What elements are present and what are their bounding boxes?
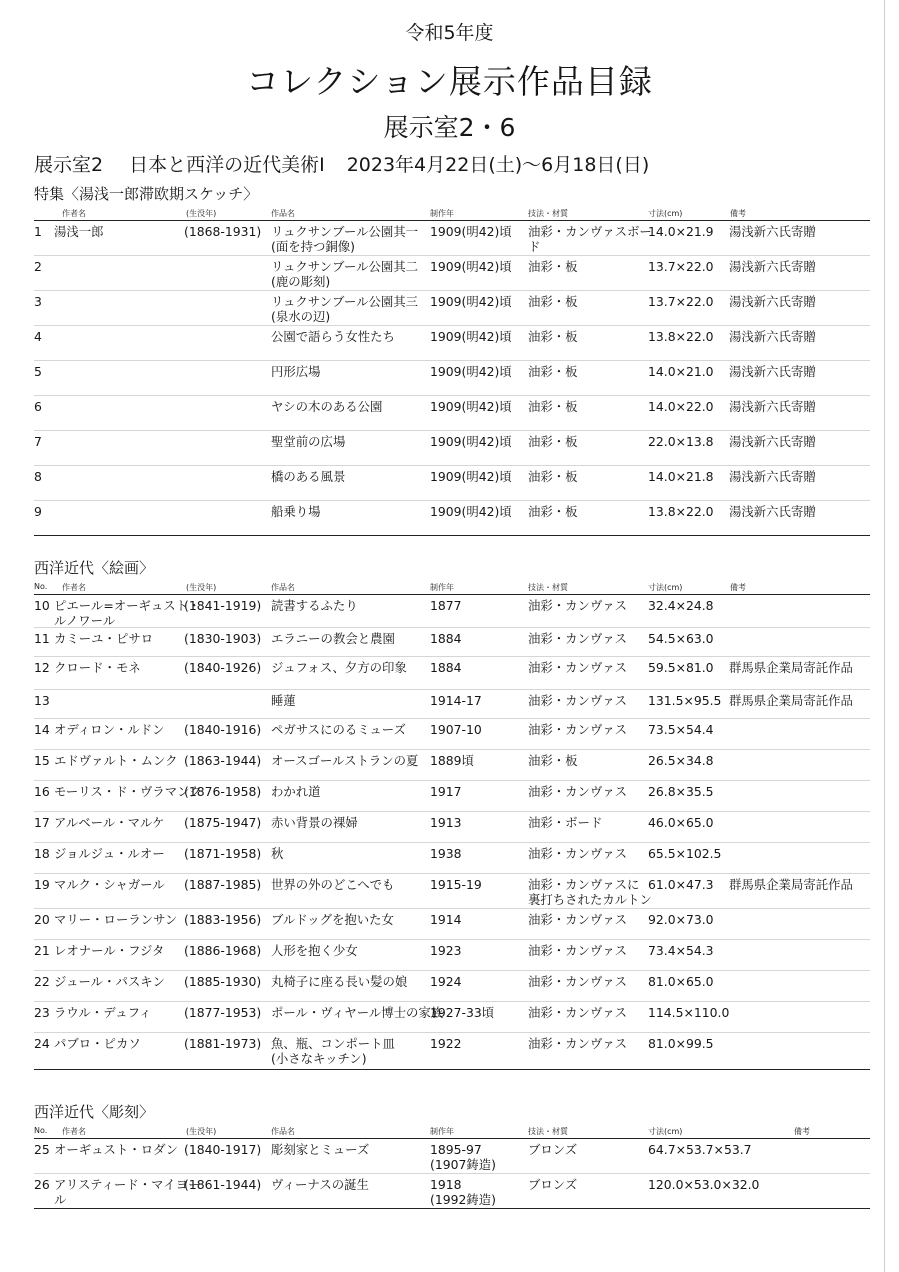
artist-lifespan: (1877-1953): [184, 1005, 262, 1020]
artwork-title: 人形を抱く少女: [271, 943, 358, 958]
artist-name: 湯浅一郎: [54, 224, 104, 239]
dimensions: 13.7×22.0: [648, 294, 714, 309]
artist-name: カミーユ・ピサロ: [54, 631, 154, 646]
production-year: 1927-33頃: [430, 1005, 495, 1020]
technique-material: 油彩・カンヴァス: [528, 1005, 628, 1020]
dimensions: 54.5×63.0: [648, 631, 714, 646]
column-header-row: [34, 1124, 870, 1138]
artist-lifespan: (1840-1916): [184, 722, 262, 737]
artist-name: クロード・モネ: [54, 660, 141, 675]
dimensions: 14.0×21.0: [648, 364, 714, 379]
technique-material: 油彩・カンヴァス: [528, 598, 628, 613]
production-year: 1914: [430, 912, 462, 927]
artwork-title: リュクサンブール公園其一 (面を持つ銅像): [271, 224, 419, 254]
artwork-title: ジュフォス、夕方の印象: [271, 660, 407, 675]
artist-name: ピエール=オーギュスト・ ルノワール: [54, 598, 201, 628]
artist-lifespan: (1887-1985): [184, 877, 262, 892]
production-year: 1913: [430, 815, 462, 830]
artist-name: ジョルジュ・ルオー: [54, 846, 165, 861]
production-year: 1884: [430, 631, 462, 646]
column-header-row: [34, 206, 870, 220]
table-row: [34, 940, 870, 971]
artist-lifespan: (1863-1944): [184, 753, 262, 768]
artwork-title: 読書するふたり: [271, 598, 358, 613]
table-row: [34, 657, 870, 690]
dimensions: 64.7×53.7×53.7: [648, 1142, 752, 1157]
artwork-title: ブルドッグを抱いた女: [271, 912, 394, 927]
row-number: 1: [34, 224, 42, 239]
section-title: 西洋近代〈彫刻〉: [34, 1103, 155, 1121]
notes: 湯浅新六氏寄贈: [729, 294, 816, 309]
technique-material: 油彩・板: [528, 294, 578, 309]
technique-material: 油彩・カンヴァス: [528, 974, 628, 989]
technique-material: 油彩・カンヴァスボード: [528, 224, 652, 254]
production-year: 1924: [430, 974, 462, 989]
artwork-title: リュクサンブール公園其二 (鹿の彫刻): [271, 259, 419, 289]
technique-material: ブロンズ: [528, 1177, 578, 1192]
row-number: 15: [34, 753, 50, 768]
artist-lifespan: (1840-1917): [184, 1142, 262, 1157]
column-header-row: [34, 580, 870, 594]
row-number: 16: [34, 784, 50, 799]
table-row: [34, 690, 870, 719]
artist-name: パブロ・ピカソ: [54, 1036, 141, 1051]
section-western-painting: [34, 556, 870, 1070]
notes: 湯浅新六氏寄贈: [729, 224, 816, 239]
artwork-title: 聖堂前の広場: [271, 434, 346, 449]
technique-material: 油彩・板: [528, 434, 578, 449]
artist-name: マルク・シャガール: [54, 877, 165, 892]
col-size: 寸法(cm): [648, 1127, 683, 1136]
artist-name: ジュール・パスキン: [54, 974, 165, 989]
artist-lifespan: (1883-1956): [184, 912, 262, 927]
table-row: [34, 326, 870, 361]
table-row: [34, 719, 870, 750]
production-year: 1909(明42)頃: [430, 224, 512, 239]
technique-material: 油彩・板: [528, 364, 578, 379]
col-no: No.: [34, 1126, 48, 1135]
room-dates: 2023年4月22日(土)～6月18日(日): [346, 154, 650, 176]
artist-name: ラウル・デュフィ: [54, 1005, 152, 1020]
dimensions: 131.5×95.5: [648, 693, 722, 708]
artwork-title: 世界の外のどこへでも: [271, 877, 395, 892]
rooms-title: 展示室2・6: [383, 113, 516, 142]
row-number: 24: [34, 1036, 50, 1051]
notes: 群馬県企業局寄託作品: [729, 877, 853, 892]
production-year: 1909(明42)頃: [430, 504, 512, 519]
technique-material: 油彩・ボード: [528, 815, 603, 830]
technique-material: 油彩・カンヴァス: [528, 693, 628, 708]
table-row: [34, 781, 870, 812]
production-year: 1909(明42)頃: [430, 399, 512, 414]
table-row: [34, 1033, 870, 1070]
section-yuasa-sketches: [34, 182, 870, 536]
technique-material: 油彩・カンヴァス: [528, 912, 628, 927]
production-year: 1889頃: [430, 753, 474, 768]
production-year: 1909(明42)頃: [430, 329, 512, 344]
col-technique: 技法・材質: [528, 583, 568, 592]
production-year: 1922: [430, 1036, 462, 1051]
table-row: [34, 396, 870, 431]
production-year: 1884: [430, 660, 462, 675]
row-number: 26: [34, 1177, 50, 1192]
dimensions: 65.5×102.5: [648, 846, 722, 861]
notes: 群馬県企業局寄託作品: [729, 693, 853, 708]
technique-material: 油彩・カンヴァス: [528, 846, 628, 861]
col-artist: 作者名: [62, 209, 86, 218]
artwork-title: 秋: [271, 846, 284, 861]
row-number: 10: [34, 598, 50, 613]
col-date: 制作年: [430, 209, 454, 218]
artwork-title: オースゴールストランの夏: [271, 753, 419, 768]
artwork-title: ペガサスにのるミューズ: [271, 722, 406, 737]
col-size: 寸法(cm): [648, 583, 683, 592]
col-artist: 作者名: [62, 583, 86, 592]
row-number: 22: [34, 974, 50, 989]
technique-material: 油彩・カンヴァス: [528, 722, 628, 737]
row-number: 14: [34, 722, 50, 737]
dimensions: 13.7×22.0: [648, 259, 714, 274]
table-row: [34, 750, 870, 781]
dimensions: 114.5×110.0: [648, 1005, 730, 1020]
production-year: 1909(明42)頃: [430, 259, 512, 274]
artist-lifespan: (1886-1968): [184, 943, 262, 958]
table-row: [34, 221, 870, 256]
artwork-title: 公園で語らう女性たち: [271, 329, 395, 344]
production-year: 1907-10: [430, 722, 482, 737]
dimensions: 14.0×21.8: [648, 469, 714, 484]
table-row: [34, 1139, 870, 1174]
artist-lifespan: (1830-1903): [184, 631, 262, 646]
col-no: No.: [34, 582, 48, 591]
dimensions: 13.8×22.0: [648, 329, 714, 344]
artist-lifespan: (1875-1947): [184, 815, 262, 830]
table-body: [34, 595, 870, 1070]
technique-material: 油彩・板: [528, 259, 578, 274]
dimensions: 14.0×21.9: [648, 224, 714, 239]
artist-lifespan: (1885-1930): [184, 974, 262, 989]
table-row: [34, 843, 870, 874]
row-number: 9: [34, 504, 42, 519]
table-row: [34, 628, 870, 657]
table-row: [34, 291, 870, 326]
artist-lifespan: (1861-1944): [184, 1177, 262, 1192]
row-number: 12: [34, 660, 50, 675]
table-row: [34, 812, 870, 843]
row-number: 18: [34, 846, 50, 861]
artist-name: エドヴァルト・ムンク: [54, 753, 178, 768]
dimensions: 46.0×65.0: [648, 815, 714, 830]
col-title: 作品名: [271, 1127, 295, 1136]
production-year: 1923: [430, 943, 462, 958]
dimensions: 81.0×65.0: [648, 974, 714, 989]
section-title: 特集〈湯浅一郎滞欧期スケッチ〉: [34, 185, 259, 203]
artwork-title: 彫刻家とミューズ: [271, 1142, 370, 1157]
table-row: [34, 874, 870, 909]
row-number: 4: [34, 329, 42, 344]
artwork-title: わかれ道: [271, 784, 321, 799]
table-row: [34, 256, 870, 291]
col-title: 作品名: [271, 583, 295, 592]
dimensions: 13.8×22.0: [648, 504, 714, 519]
dimensions: 73.5×54.4: [648, 722, 714, 737]
row-number: 2: [34, 259, 42, 274]
dimensions: 59.5×81.0: [648, 660, 714, 675]
table-body: [34, 1139, 870, 1209]
artwork-title: 睡蓮: [271, 693, 296, 708]
production-year: 1895-97 (1907鋳造): [430, 1142, 496, 1172]
row-number: 17: [34, 815, 50, 830]
row-number: 21: [34, 943, 50, 958]
room-theme: 日本と西洋の近代美術Ⅰ: [129, 154, 325, 176]
artist-name: マリー・ローランサン: [54, 912, 178, 927]
col-title: 作品名: [271, 209, 295, 218]
room-label: 展示室2: [34, 154, 104, 176]
notes: 湯浅新六氏寄贈: [729, 259, 816, 274]
artwork-title: ヤシの木のある公園: [271, 399, 383, 414]
technique-material: 油彩・板: [528, 329, 578, 344]
artwork-title: エラニーの教会と農園: [271, 631, 395, 646]
artist-name: レオナール・フジタ: [54, 943, 165, 958]
production-year: 1938: [430, 846, 462, 861]
technique-material: 油彩・カンヴァス: [528, 660, 628, 675]
dimensions: 22.0×13.8: [648, 434, 714, 449]
col-date: 制作年: [430, 1127, 454, 1136]
dimensions: 32.4×24.8: [648, 598, 714, 613]
notes: 湯浅新六氏寄贈: [729, 399, 816, 414]
technique-material: 油彩・カンヴァス: [528, 943, 628, 958]
production-year: 1914-17: [430, 693, 482, 708]
table-row: [34, 501, 870, 536]
row-number: 6: [34, 399, 42, 414]
artist-name: モーリス・ド・ヴラマンク: [54, 784, 202, 799]
col-date: 制作年: [430, 583, 454, 592]
table-row: [34, 1002, 870, 1033]
artwork-title: 魚、瓶、コンポート皿 (小さなキッチン): [271, 1036, 395, 1066]
dimensions: 120.0×53.0×32.0: [648, 1177, 760, 1192]
dimensions: 61.0×47.3: [648, 877, 714, 892]
col-size: 寸法(cm): [648, 209, 683, 218]
table-row: [34, 909, 870, 940]
artist-name: オディロン・ルドン: [54, 722, 165, 737]
col-life: (生没年): [186, 209, 217, 218]
col-life: (生没年): [186, 583, 217, 592]
production-year: 1877: [430, 598, 462, 613]
col-technique: 技法・材質: [528, 1127, 568, 1136]
row-number: 20: [34, 912, 50, 927]
notes: 群馬県企業局寄託作品: [729, 660, 853, 675]
dimensions: 73.4×54.3: [648, 943, 714, 958]
row-number: 25: [34, 1142, 50, 1157]
room-heading: [34, 150, 884, 177]
artwork-title: 船乗り場: [271, 504, 321, 519]
artwork-title: 丸椅子に座る長い髪の娘: [271, 974, 408, 989]
artwork-title: ポール・ヴィヤール博士の家族: [271, 1005, 444, 1020]
col-life: (生没年): [186, 1127, 217, 1136]
artist-lifespan: (1868-1931): [184, 224, 262, 239]
artist-lifespan: (1881-1973): [184, 1036, 262, 1051]
row-number: 7: [34, 434, 42, 449]
technique-material: 油彩・カンヴァスに 裏打ちされたカルトン: [528, 877, 652, 907]
section-title: 西洋近代〈絵画〉: [34, 559, 155, 577]
artwork-title: ヴィーナスの誕生: [271, 1177, 369, 1192]
production-year: 1915-19: [430, 877, 482, 892]
dimensions: 81.0×99.5: [648, 1036, 714, 1051]
notes: 湯浅新六氏寄贈: [729, 329, 816, 344]
row-number: 11: [34, 631, 50, 646]
technique-material: 油彩・カンヴァス: [528, 1036, 628, 1051]
artist-name: アルベール・マルケ: [54, 815, 165, 830]
technique-material: 油彩・板: [528, 504, 578, 519]
dimensions: 26.5×34.8: [648, 753, 714, 768]
col-artist: 作者名: [62, 1127, 86, 1136]
artwork-title: 円形広場: [271, 364, 321, 379]
table-row: [34, 1174, 870, 1209]
col-notes: 備考: [730, 583, 746, 592]
table-row: [34, 431, 870, 466]
row-number: 3: [34, 294, 42, 309]
row-number: 23: [34, 1005, 50, 1020]
notes: 湯浅新六氏寄贈: [729, 504, 816, 519]
production-year: 1917: [430, 784, 462, 799]
row-number: 19: [34, 877, 50, 892]
artist-name: アリスティード・マイヨー ル: [54, 1177, 201, 1207]
artwork-title: リュクサンブール公園其三 (泉水の辺): [271, 294, 419, 324]
section-western-sculpture: [34, 1100, 870, 1209]
technique-material: 油彩・板: [528, 399, 578, 414]
technique-material: 油彩・板: [528, 469, 578, 484]
table-body: [34, 221, 870, 536]
col-notes: 備考: [794, 1127, 810, 1136]
production-year: 1918 (1992鋳造): [430, 1177, 496, 1207]
table-row: [34, 971, 870, 1002]
production-year: 1909(明42)頃: [430, 294, 512, 309]
table-row: [34, 595, 870, 628]
artist-name: オーギュスト・ロダン: [54, 1142, 179, 1157]
dimensions: 14.0×22.0: [648, 399, 714, 414]
production-year: 1909(明42)頃: [430, 434, 512, 449]
dimensions: 26.8×35.5: [648, 784, 714, 799]
notes: 湯浅新六氏寄贈: [729, 434, 816, 449]
technique-material: ブロンズ: [528, 1142, 578, 1157]
table-row: [34, 361, 870, 396]
artist-lifespan: (1840-1926): [184, 660, 262, 675]
artist-lifespan: (1871-1958): [184, 846, 262, 861]
technique-material: 油彩・カンヴァス: [528, 631, 628, 646]
fiscal-year: 令和5年度: [405, 22, 494, 44]
notes: 湯浅新六氏寄贈: [729, 364, 816, 379]
artwork-title: 橋のある風景: [271, 469, 346, 484]
row-number: 5: [34, 364, 42, 379]
artist-lifespan: (1876-1958): [184, 784, 262, 799]
row-number: 13: [34, 693, 50, 708]
production-year: 1909(明42)頃: [430, 364, 512, 379]
row-number: 8: [34, 469, 42, 484]
col-technique: 技法・材質: [528, 209, 568, 218]
catalog-title: コレクション展示作品目録: [246, 62, 653, 101]
dimensions: 92.0×73.0: [648, 912, 714, 927]
technique-material: 油彩・板: [528, 753, 578, 768]
notes: 湯浅新六氏寄贈: [729, 469, 816, 484]
col-notes: 備考: [730, 209, 746, 218]
artwork-title: 赤い背景の裸婦: [271, 815, 358, 830]
technique-material: 油彩・カンヴァス: [528, 784, 628, 799]
production-year: 1909(明42)頃: [430, 469, 512, 484]
table-row: [34, 466, 870, 501]
artist-lifespan: (1841-1919): [184, 598, 262, 613]
